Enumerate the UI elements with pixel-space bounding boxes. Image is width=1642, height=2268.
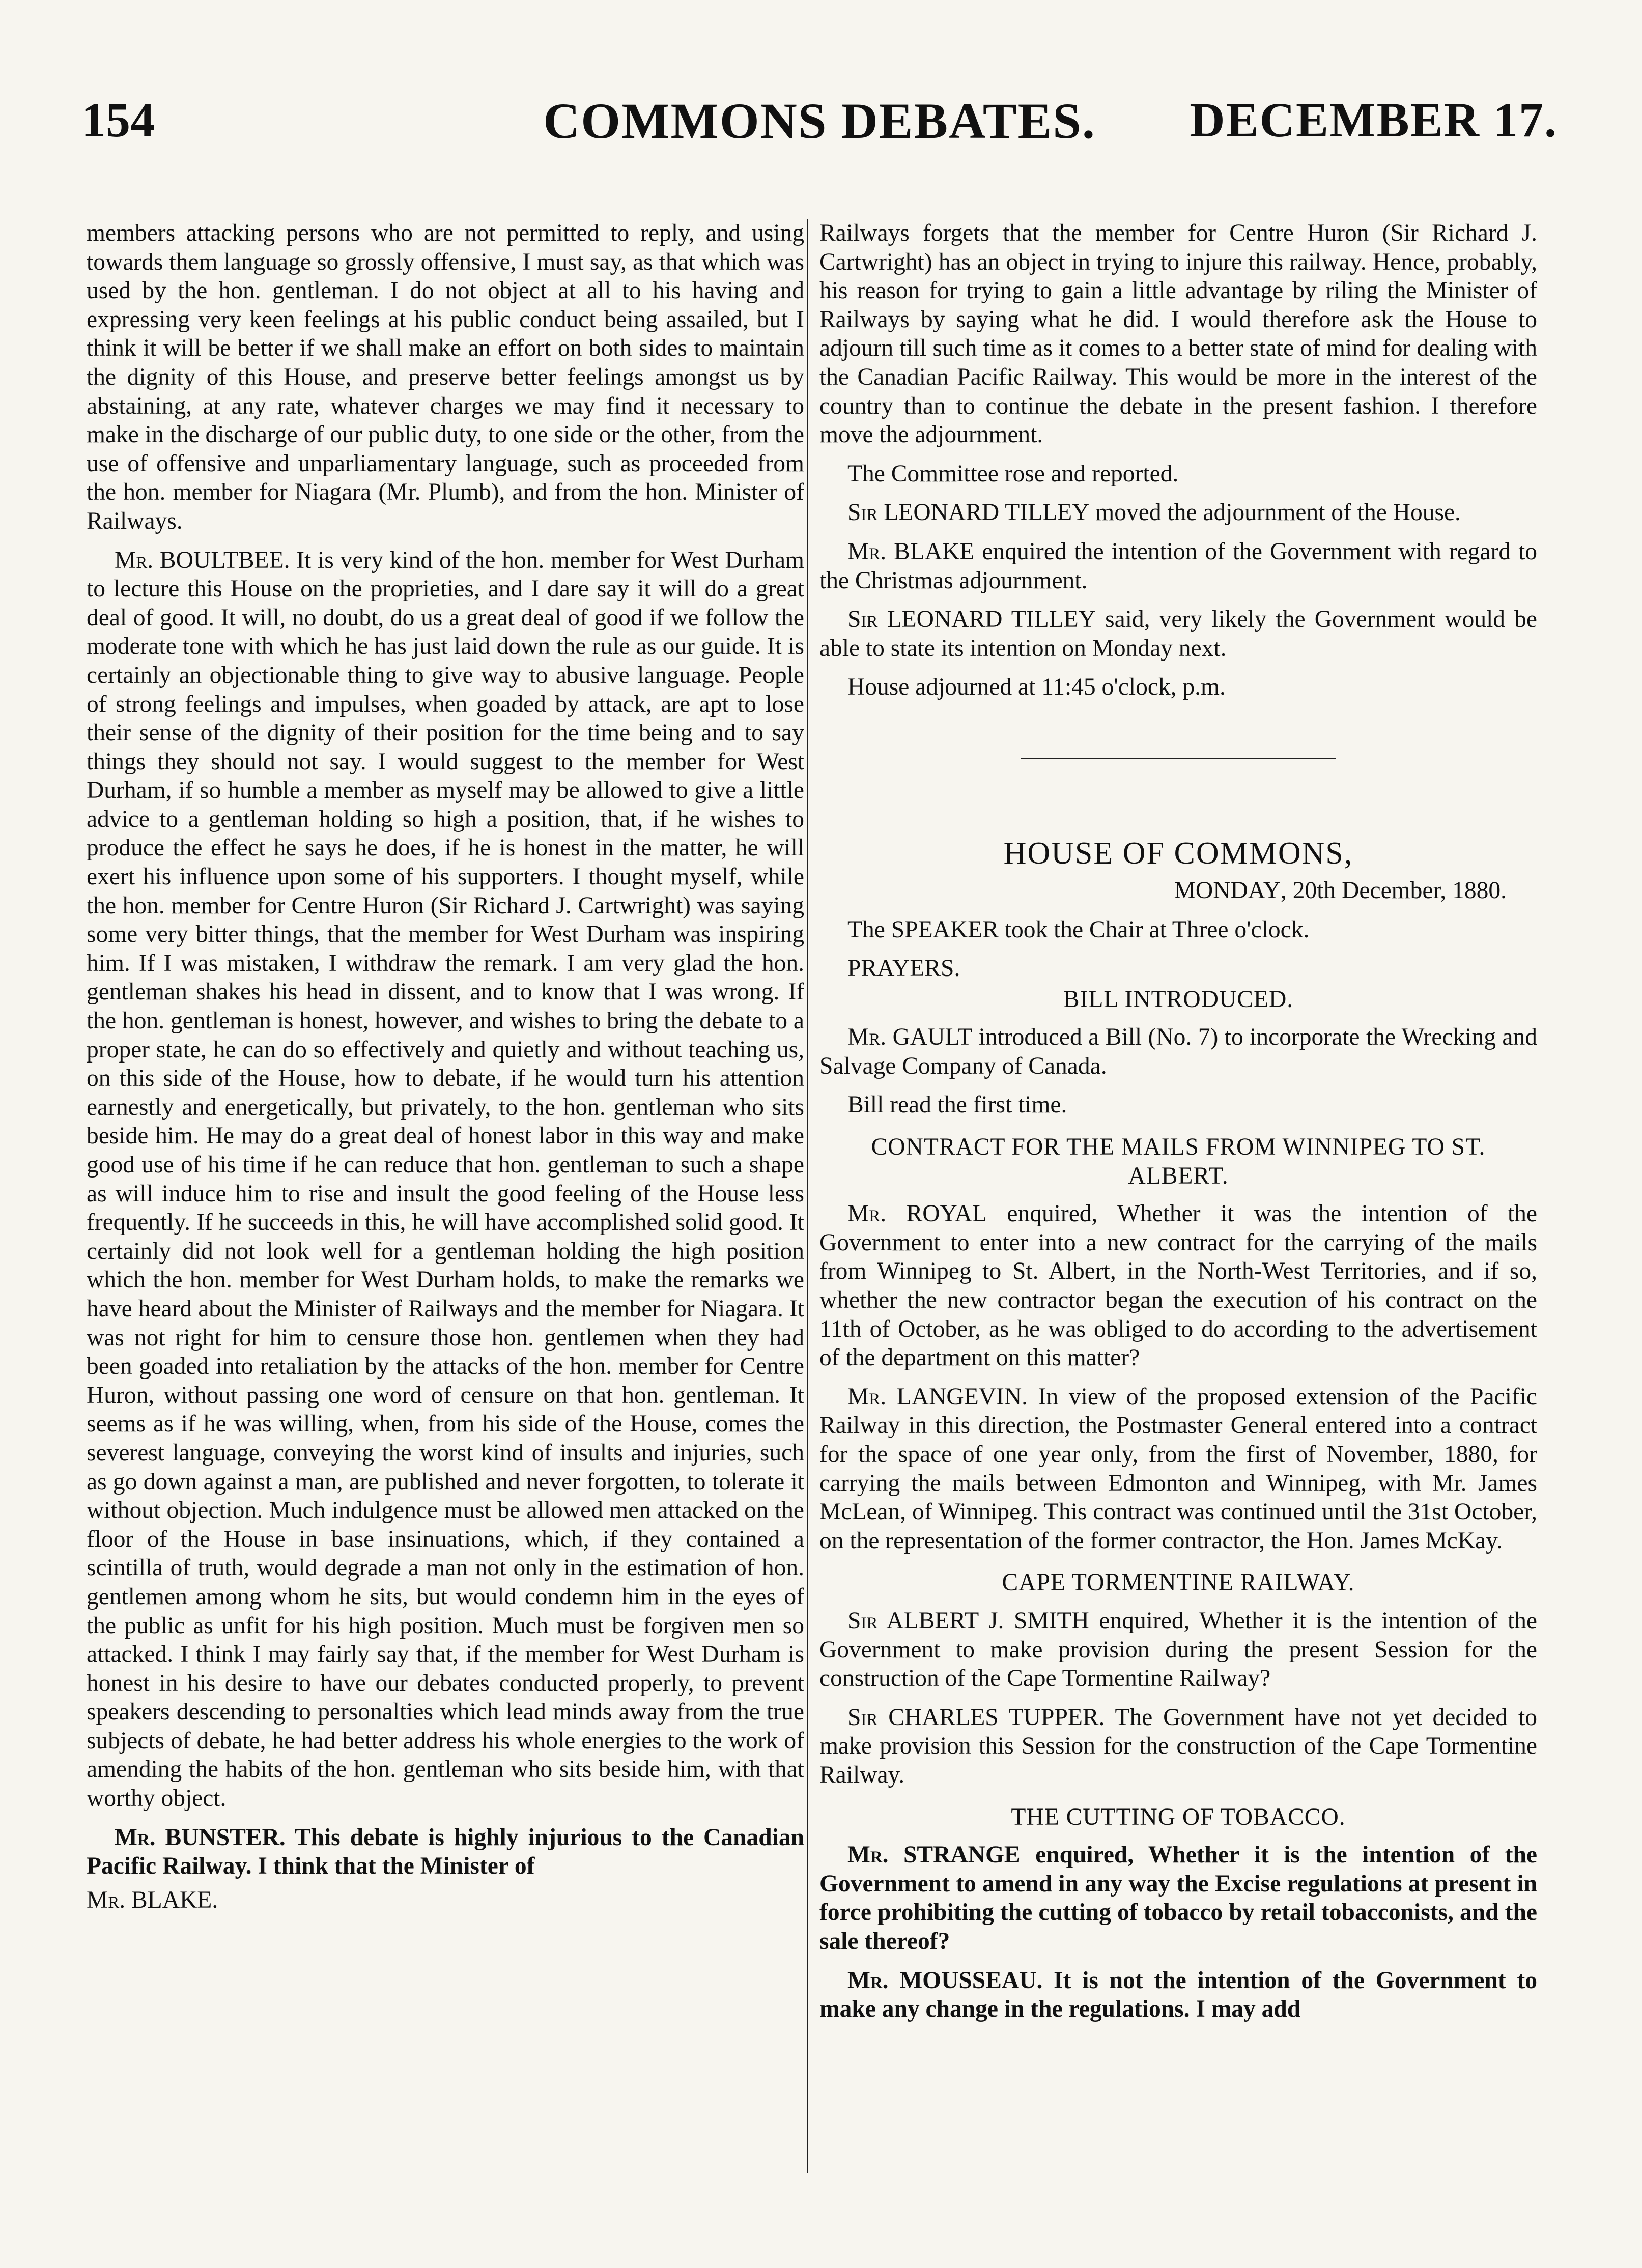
speaker-chair-text: took the Chair at Three o'clock. (1004, 916, 1310, 943)
speaker-name: Sir LEONARD TILLEY (847, 499, 1090, 526)
running-header (81, 92, 1558, 173)
speaker-name: Sir LEONARD TILLEY (847, 606, 1096, 633)
mousseau-reply (819, 1966, 1537, 2024)
blake-enquiry (819, 537, 1537, 595)
speaker-name: Mr. GAULT (847, 1024, 973, 1051)
day-name: MONDAY (1174, 877, 1281, 904)
speech-text: In view of the proposed extension of the Pacific Railway in this direction, the Postmaster General entered into a contract for the space of one year only, from the first of November, 1880, for carrying the mails between Edmonton and Winnipeg, with Mr. James McLean, of Winnipeg. This contract was continued until the 31st October, on the representation of the former contractor, the Hon. James McKay. (819, 1383, 1537, 1554)
speaker-name: Mr. BUNSTER. (115, 1824, 286, 1851)
section-divider (1021, 758, 1336, 759)
speaker-name: Mr. MOUSSEAU. (847, 1967, 1043, 1994)
speaker-name: Mr. LANGEVIN. (847, 1383, 1028, 1410)
speaker-name: Mr. ROYAL (847, 1200, 987, 1227)
speaker-name: Mr. BLAKE (847, 538, 975, 565)
section-title-mails: CONTRACT FOR THE MAILS FROM WINNIPEG TO ST. ALBERT. (871, 1134, 1486, 1189)
bill-read: Bill read the first time. (847, 1092, 1067, 1118)
speech-text: It is very kind of the hon. member for West Durham to lecture this House on the proprieties, and I dare say it will do a great deal of good. It will, no doubt, do us a great deal of good if we follow the moderate tone with which he has just laid down the rule as our guide. It is certainly an objectionable thing to give way to abusive language. People of strong feelings and impulses, when goaded by attack, are apt to lose their sense of the dignity of their position for the time being and to say things they should not say. I would suggest to the member for West Durham, if so humble a member as myself may be allowed to give a little advice to a gentleman holding so high a position, that, if he wishes to produce the effect he says he does, if he is honest in the matter, he will exert his influence upon some of his supporters. I thought myself, while the hon. member for Centre Huron (Sir Richard J. Cartwright) was saying some very bitter things, that the member for West Durham was inspiring him. If I was mistaken, I withdraw the remark. I am very glad the hon. gentleman shakes his head in dissent, and to know that I was wrong. If the hon. gentleman is honest, however, and wishes to bring the debate to a proper state, he can do so effectively and quietly and without teaching us, on this side of the House, how to debate, if he would turn his attention earnestly and energetically, but privately, to the hon. gentleman who sits beside him. He may do a great deal of honest labor in this way and make good use of his time if he can reduce that hon. gentleman to such a shape as will induce him to rise and insult the good feeling of the House less frequently. If he succeeds in this, he will have accomplished solid good. It certainly did not look well for a gentleman holding the high position which the hon. member for West Durham holds, to make the remarks we have heard about the Minister of Railways and the member for Niagara. It was not right for him to censure those hon. gentlemen when they had been goaded into retaliation by the attacks of the hon. member for Centre Huron, without passing one word of censure on that hon. gentleman. It seems as if he was willing, when, from his side of the House, comes the severest language, conveying the worst kind of insults and injuries, such as go down against a man, are published and never forgotten, to tolerate it without objection. Much indulgence must be allowed men attacked on the floor of the House in base insinuations, which, if they contained a scintilla of truth, would degrade a man not only in the estimation of hon. gentlemen among whom he sits, but would condemn him in the eyes of the public as unfit for his high position. Much must be forgiven men so attacked. I think I may fairly say that, if the member for West Durham is honest in his desire to have our debates conducted properly, to prevent speakers descending to personalties which lead minds away from the true subjects of debate, he had better address his whole energies to the work of amending the habits of the hon. gentleman who sits beside him, with that worthy object. (87, 547, 804, 1812)
royal-enquiry (819, 1199, 1537, 1372)
speech-text: enquired the intention of the Government with regard to the Christmas adjournment. (819, 538, 1537, 594)
speaker-chair-prefix: The (847, 916, 885, 943)
speech-text: It is not the intention of the Government to make any change in the regulations. I may add (819, 1967, 1537, 2023)
tilley-adjournment (819, 498, 1537, 527)
house-adjourned: House adjourned at 11:45 o'clock, p.m. (847, 674, 1226, 701)
section-title-tobacco: THE CUTTING OF TOBACCO. (1011, 1803, 1346, 1830)
tupper-reply (819, 1703, 1537, 1790)
left-paragraph-1: members attacking persons who are not permitted to reply, and using towards them language so grossly offensive, I must say, as that which was used by the hon. gentleman. I do not object at all to his having and expressing very keen feelings at his public conduct being assailed, but I think it will be better if we shall make an effort on both sides to maintain the dignity of this House, and preserve better feelings amongst us by abstaining, at any rate, whatever charges we may find it necessary to make in the discharge of our public duty, to one side or the other, from the use of offensive and unparliamentary language, such as proceeded from the hon. member for Niagara (Mr. Plumb), and from the hon. Minister of Railways. (87, 220, 804, 534)
tilley-reply (819, 605, 1537, 663)
speaker-chair (819, 915, 1537, 944)
speech-text: The Government have not yet decided to make provision this Session for the construction of the Cape Tormentine Railway. (819, 1704, 1537, 1788)
speech-text: introduced a Bill (No. 7) to incorporate the Wrecking and Salvage Company of Canada. (819, 1024, 1537, 1079)
house-title: HOUSE OF COMMONS, (1003, 836, 1353, 871)
langevin-reply (819, 1383, 1537, 1556)
strange-enquiry (819, 1841, 1537, 1956)
speech-text: enquired, Whether it is the intention of the Government to make provision during the present Session for the construction of the Cape Tormentine Railway? (819, 1607, 1537, 1692)
speech-text: enquired, Whether it was the intention of the Government to enter into a new contract for the carrying of the mails from Winnipeg to St. Albert, in the North-West Territories, and if so, whether the new contractor began the execution of his contract on the 11th of October, as he was obliged to do according to the advertisement of the department on this matter? (819, 1200, 1537, 1371)
left-paragraph-bunster (87, 1823, 804, 1881)
left-column (87, 219, 804, 2224)
section-title-bill: BILL INTRODUCED. (1063, 986, 1294, 1013)
speech-text: said, very likely the Government would be able to state its intention on Monday next. (819, 606, 1537, 662)
right-column (819, 219, 1537, 2224)
committee-rose: The Committee rose and reported. (847, 460, 1179, 487)
speaker-name: Mr. BOULTBEE. (115, 547, 290, 573)
speaker-name: Sir ALBERT J. SMITH (847, 1607, 1089, 1634)
column-divider (807, 219, 808, 2173)
header-date: DECEMBER 17. (1190, 93, 1558, 147)
speech-text: This debate is highly injurious to the Canadian Pacific Railway. I think that the Minister of (87, 1824, 804, 1880)
speech-text: moved the adjournment of the House. (1095, 499, 1461, 526)
gault-bill (819, 1023, 1537, 1080)
speech-text: enquired, Whether it is the intention of the Government to amend in any way the Excise regulations at present in force prohibiting the cutting of tobacco by retail tobacconists, and the sale thereof? (819, 1842, 1537, 1955)
catchword: Mr. BLAKE. (87, 1886, 218, 1913)
speaker-name: Mr. STRANGE (847, 1842, 1021, 1869)
section-title-railway: CAPE TORMENTINE RAILWAY. (1002, 1569, 1355, 1596)
sitting-date (819, 876, 1507, 905)
speaker-name: Sir CHARLES TUPPER. (847, 1704, 1105, 1731)
smith-enquiry (819, 1606, 1537, 1693)
right-paragraph-1: Railways forgets that the member for Centre Huron (Sir Richard J. Cartwright) has an object in trying to injure this railway. Hence, probably, his reason for trying to gain a little advantage by riling the Minister of Railways by saying what he did. I would therefore ask the House to adjourn till such time as it comes to a better state of mind for dealing with the Canadian Pacific Railway. This would be more in the interest of the country than to continue the debate in the present fashion. I therefore move the adjournment. (819, 220, 1537, 448)
left-paragraph-boultbee (87, 546, 804, 1813)
speaker-title: SPEAKER (891, 916, 999, 943)
prayers: PRAYERS. (847, 955, 960, 982)
date-text: , 20th December, 1880. (1281, 877, 1507, 904)
page-number: 154 (81, 93, 155, 147)
publication-title: COMMONS DEBATES. (543, 93, 1096, 149)
